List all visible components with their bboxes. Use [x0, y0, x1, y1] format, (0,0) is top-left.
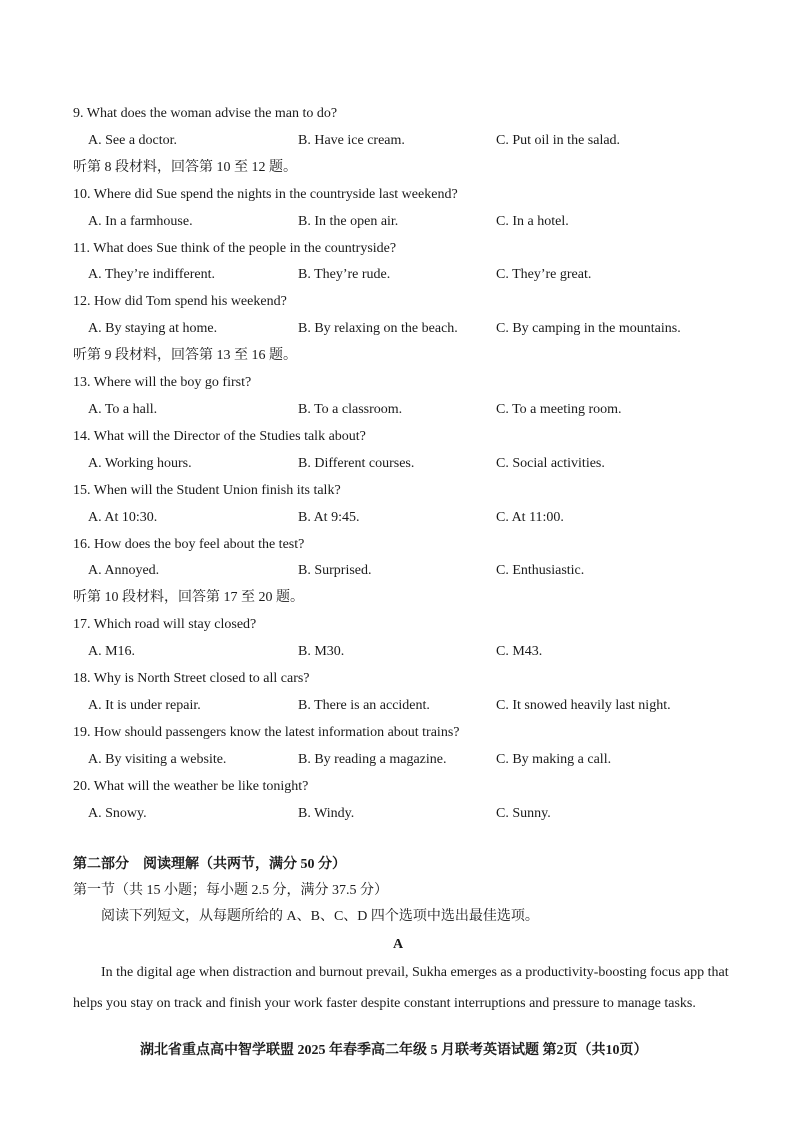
option-c: C. They’re great. — [496, 267, 592, 282]
option-b: B. Have ice cream. — [298, 133, 405, 148]
option-c: C. It snowed heavily last night. — [496, 698, 671, 713]
option-c: C. In a hotel. — [496, 214, 569, 229]
option-a: A. M16. — [88, 644, 136, 659]
option-b: B. They’re rude. — [298, 267, 391, 282]
section1-title: 第一节（共 15 小题；每小题 2.5 分，满分 37.5 分） — [73, 883, 388, 898]
question-14: 14. What will the Director of the Studies talk about? — [73, 429, 366, 444]
option-b: B. By reading a magazine. — [298, 752, 447, 767]
option-b: B. There is an accident. — [298, 698, 430, 713]
question-18: 18. Why is North Street closed to all cars? — [73, 671, 310, 686]
option-c: C. Social activities. — [496, 456, 605, 471]
option-c: C. At 11:00. — [496, 510, 564, 525]
question-17: 17. Which road will stay closed? — [73, 617, 257, 632]
page-footer: 湖北省重点高中智学联盟 2025 年春季高二年级 5 月联考英语试题 第2页（共10页） — [140, 1043, 648, 1058]
listen-instruction-9: 听第 9 段材料，回答第 13 至 16 题。 — [73, 348, 297, 363]
reading-instruction: 阅读下列短文，从每题所给的 A、B、C、D 四个选项中选出最佳选项。 — [101, 909, 539, 924]
question-12: 12. How did Tom spend his weekend? — [73, 294, 287, 309]
option-c: C. By making a call. — [496, 752, 612, 767]
option-c: C. Put oil in the salad. — [496, 133, 621, 148]
option-c: C. M43. — [496, 644, 543, 659]
question-9: 9. What does the woman advise the man to do? — [73, 106, 338, 121]
option-b: B. Different courses. — [298, 456, 415, 471]
option-c: C. To a meeting room. — [496, 402, 622, 417]
option-b: B. In the open air. — [298, 214, 399, 229]
question-19: 19. How should passengers know the latest information about trains? — [73, 725, 460, 740]
option-a: A. To a hall. — [88, 402, 158, 417]
listen-instruction-8: 听第 8 段材料，回答第 10 至 12 题。 — [73, 160, 297, 175]
question-13: 13. Where will the boy go first? — [73, 375, 252, 390]
option-b: B. By relaxing on the beach. — [298, 321, 458, 336]
option-a: A. By staying at home. — [88, 321, 218, 336]
option-a: A. Annoyed. — [88, 563, 160, 578]
option-c: C. Sunny. — [496, 806, 551, 821]
option-b: B. To a classroom. — [298, 402, 403, 417]
option-a: A. In a farmhouse. — [88, 214, 193, 229]
option-b: B. Surprised. — [298, 563, 372, 578]
passage-label: A — [393, 937, 404, 952]
option-b: B. At 9:45. — [298, 510, 360, 525]
option-c: C. Enthusiastic. — [496, 563, 585, 578]
option-a: A. Snowy. — [88, 806, 147, 821]
part2-title: 第二部分 阅读理解（共两节，满分 50 分） — [73, 857, 346, 872]
option-b: B. Windy. — [298, 806, 355, 821]
question-20: 20. What will the weather be like tonight? — [73, 779, 309, 794]
question-15: 15. When will the Student Union finish its talk? — [73, 483, 341, 498]
option-a: A. By visiting a website. — [88, 752, 227, 767]
option-a: A. See a doctor. — [88, 133, 178, 148]
option-c: C. By camping in the mountains. — [496, 321, 681, 336]
option-a: A. They’re indifferent. — [88, 267, 215, 282]
listen-instruction-10: 听第 10 段材料，回答第 17 至 20 题。 — [73, 590, 304, 605]
question-10: 10. Where did Sue spend the nights in the countryside last weekend? — [73, 187, 458, 202]
option-a: A. At 10:30. — [88, 510, 158, 525]
option-a: A. It is under repair. — [88, 698, 201, 713]
question-16: 16. How does the boy feel about the test? — [73, 537, 305, 552]
option-b: B. M30. — [298, 644, 345, 659]
question-11: 11. What does Sue think of the people in the countryside? — [73, 241, 397, 256]
passage-text: In the digital age when distraction and burnout prevail, Sukha emerges as a productivity-boosting focus app that helps you stay on track and finish your work faster despite constant interruptions and pressure to manage tasks. — [73, 965, 729, 1011]
option-a: A. Working hours. — [88, 456, 192, 471]
